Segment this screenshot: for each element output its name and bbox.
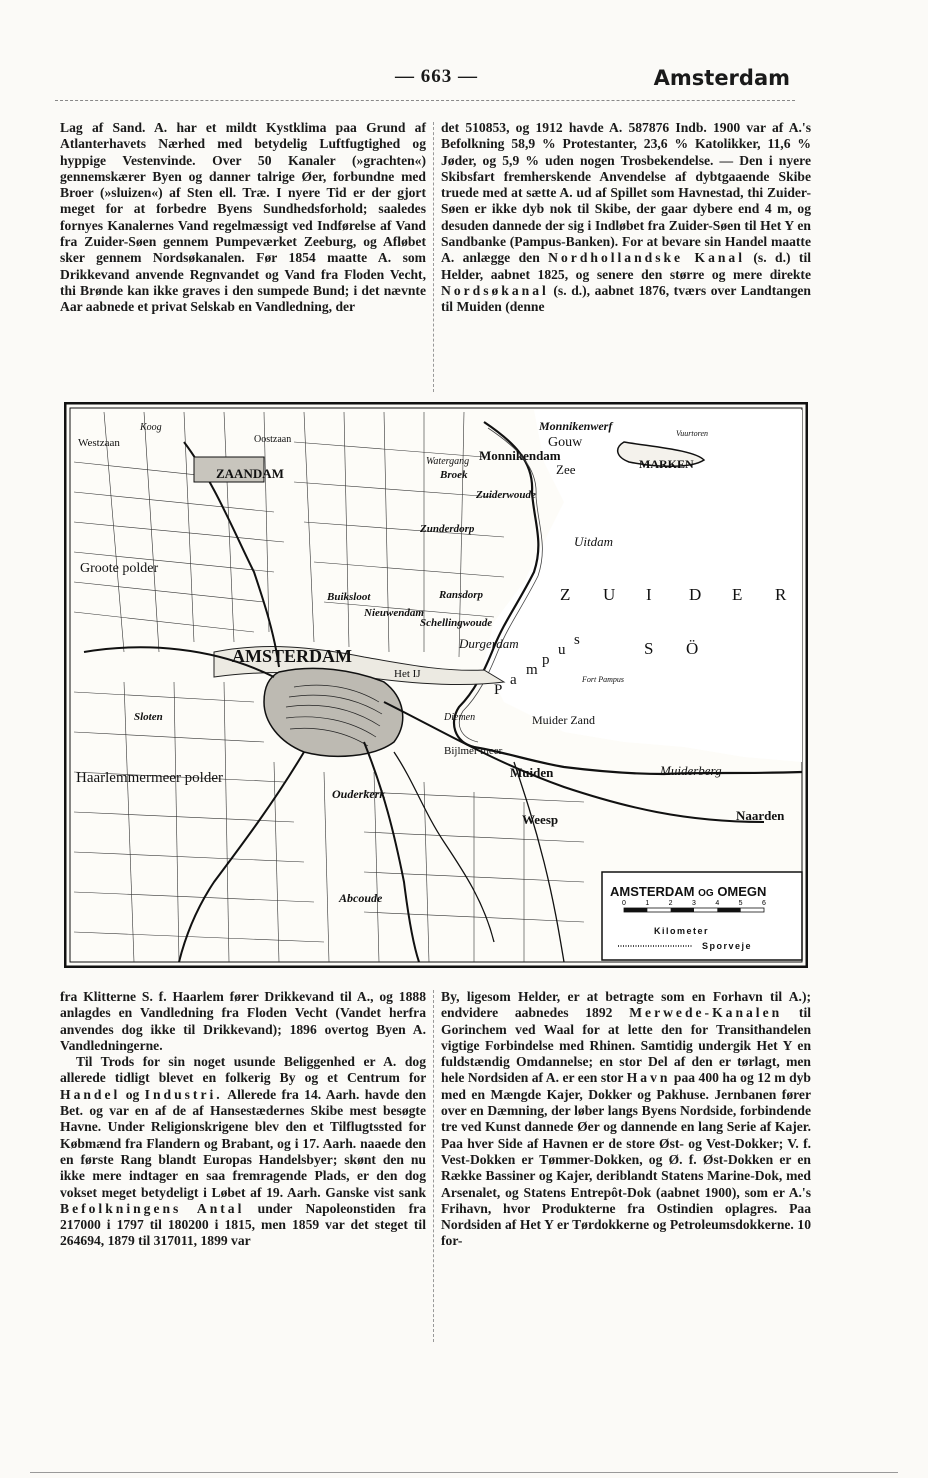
label-sloten: Sloten — [134, 711, 163, 723]
label-watergang: Watergang — [426, 456, 470, 467]
zuider-letter-2: I — [646, 585, 652, 604]
scale-segment — [671, 908, 694, 912]
label-schellingwoude: Schellingwoude — [420, 617, 493, 629]
scale-tick-label: 1 — [645, 900, 650, 907]
column-bottom-right — [441, 989, 811, 1250]
label-vuurtoren: Vuurtoren — [676, 429, 708, 438]
label-marken: MARKEN — [639, 457, 694, 471]
label-weesp: Weesp — [522, 812, 559, 827]
headword: Amsterdam — [653, 66, 790, 90]
label-nieuwendam: Nieuwendam — [364, 607, 424, 619]
scale-tick-label: 3 — [692, 900, 696, 907]
pampus-letter-2: m — [526, 662, 538, 678]
header-rule — [55, 100, 795, 101]
tram-legend-label: Sporveje — [702, 941, 753, 951]
spaced-term: Befolkningens Antal — [60, 1200, 245, 1216]
paragraph: By, ligesom Helder, er at betragte som en Forhavn til A.); endvidere aabnedes 1892 Merwede-Kanalen til Gorinchem ved Waal for at lette den for Transithandelen vigtige Forbindelse med Rhinen. Samtidig undergik Het Y en fuldstændig Omdannelse; en stor Del af den er tørlagt, men hele Nordsiden af A. er een stor Havn paa 400 ha og 12 m dyb med en Mængde Kajer, Dokker og Pakhuse. Jernbanen fører over en Dæmning, der løber langs Byens Nordside, forbindende tre ved Kunst dannede Øer og dannende en lang Serie af Kajer. Paa hver Side af Havnen er de store Øst- og Vest-Dokker; V. f. Vest-Dokken er Tømmer-Dokken, og Ø. f. Øst-Dokken er en Række Bassiner og Kajer, deriblandt Statens Marine-Dok, med Arsenalet, og Statens Entrepôt-Dok (aabnet 1900), som er A.'s Frihavn, hvor Produkterne fra Ostindien oplagres. Paa Nordsiden af Het Y er Tørdokkerne og Petroleumsdokkerne. 10 for- — [441, 989, 812, 1249]
pampus-letter-0: P — [494, 682, 503, 698]
label-muiderberg: Muiderberg — [660, 763, 722, 778]
zuider-letter-5: R — [775, 585, 787, 604]
label-monnikendam: Monnikendam — [479, 448, 561, 463]
spaced-term: Havn — [626, 1070, 671, 1086]
page-number: — 663 — — [395, 66, 478, 87]
spaced-term: Handel — [60, 1086, 121, 1102]
label-ransdorp: Ransdorp — [439, 589, 484, 601]
spaced-term: Nordhollandske Kanal — [548, 250, 745, 266]
zuider-letter-1: U — [603, 585, 616, 604]
scale-tick-label: 0 — [622, 900, 626, 907]
spaced-term: Nordsøkanal — [441, 282, 549, 298]
label-buiksloot: Buiksloot — [327, 591, 371, 603]
label-diemen: Diemen — [444, 712, 476, 723]
label-groote-polder: Groote polder — [80, 561, 159, 576]
map-svg — [64, 402, 808, 968]
label-ouderkerk: Ouderkerk — [332, 787, 386, 801]
pampus-letter-4: u — [558, 642, 566, 658]
label-muider-zand: Muider Zand — [532, 713, 595, 727]
pampus-letter-1: a — [510, 672, 517, 688]
label-zuiderwoude: Zuiderwoude — [476, 489, 536, 501]
spaced-term: Merwede-Kanalen — [629, 1005, 783, 1021]
label-westzaan: Westzaan — [78, 437, 120, 449]
label-uitdam: Uitdam — [574, 534, 613, 549]
scale-tick-label: 4 — [715, 900, 720, 907]
label-naarden: Naarden — [736, 808, 785, 823]
zuider-letter-3: D — [689, 585, 702, 604]
scale-tick-label: 2 — [668, 900, 673, 907]
scale-segment — [717, 908, 740, 912]
label-zunderdorp: Zunderdorp — [420, 523, 475, 535]
label-oostzaan: Oostzaan — [254, 434, 292, 445]
paragraph: fra Klitterne S. f. Haarlem fører Drikkevand til A., og 1888 anlagdes en Vandledning fra Floden Vecht (Vandet herfra anvendes dog ikke til Drikkevand); 1896 overtog Byen A. Vandledningerne. — [60, 989, 426, 1053]
label-koog: Koog — [140, 422, 162, 433]
label-broek: Broek — [440, 469, 468, 481]
so-letter-1: Ö — [686, 639, 699, 658]
bottom-rule — [30, 1472, 898, 1473]
map-figure — [64, 402, 808, 968]
label-muiden: Muiden — [510, 765, 554, 780]
legend-title: AMSTERDAM OG OMEGN — [610, 884, 767, 899]
paragraph: det 510853, og 1912 havde A. 587876 Indb. 1900 var af A.'s Befolkning 58,9 % Protestanter, 23,6 % Katolikker, 11,6 % Jøder, og 5,9 % uden nogen Trosbekendelse. — Den i nyere Skibsfart fremherskende Anvendelse af dybtgaaende Skibe truede med at sætte A. ud af Spillet som Havnestad, thi Zuider-Søen er ikke dyb nok til Skibe, der gaar dybere end 4 m, og desuden dannede der sig i Indløbet fra Zuider-Søen til Het Y en Sandbanke (Pampus-Banken). For at bevare sin Handel maatte A. anlægge den Nordhollandske Kanal (s. d.) til Helder, aabnet 1825, og senere den større og mere direkte Nordsøkanal (s. d.), aabnet 1876, tværs over Landtangen til Muiden (denne — [441, 120, 811, 315]
zuider-letter-0: Z — [560, 585, 571, 604]
spaced-term: Industri. — [144, 1086, 223, 1102]
pampus-letter-5: s — [574, 632, 580, 648]
column-top-left — [60, 120, 426, 316]
column-divider — [433, 990, 434, 1342]
column-divider — [433, 122, 434, 392]
so-letter-0: S — [644, 639, 654, 658]
paragraph: Lag af Sand. A. har et mildt Kystklima paa Grund af Atlanterhavets Nærhed med betydelig Luftfugtighed og hyppige Vestenvinde. Over 50 Kanaler (»grachten«) gennemskærer Byen og danner talrige Øer, forbundne med Broer (»sluizen«) af Sten ell. Træ. I nyere Tid er der gjort meget for at forbedre Byens Sundhedsforhold; saaledes fornyes Kanalernes Vand regelmæssigt ved Indførelse af Vand fra Zuider-Søen gennem Pumpeværket Zeeburg, og Afløbet sker gennem Nordsøkanalen. Før 1854 maatte A. som Drikkevand anvende Regnvandet og Vand fra Floden Vecht, thi Brønde kan ikke graves i den sumpede Bund; i det nævnte Aar aabnede et privat Selskab en Vandledning, der — [60, 120, 426, 315]
label-amsterdam: AMSTERDAM — [232, 646, 352, 666]
label-het-ij: Het IJ — [394, 668, 421, 680]
page-header — [60, 66, 790, 96]
label-haarlemmermeer: Haarlemmermeer polder — [76, 770, 224, 786]
label-monnikenwerf: Monnikenwerf — [539, 419, 613, 433]
column-bottom-left — [60, 989, 426, 1250]
pampus-letter-3: p — [542, 652, 550, 668]
label-zaandam: ZAANDAM — [216, 466, 284, 481]
label-abcoude: Abcoude — [339, 891, 383, 905]
column-top-right — [441, 120, 811, 316]
scale-unit: Kilometer — [654, 926, 710, 936]
label-gouw: Gouw — [548, 435, 583, 450]
label-zee: Zee — [556, 462, 576, 477]
scale-tick-label: 5 — [738, 900, 743, 907]
paragraph: Til Trods for sin noget usunde Beliggenhed er A. dog allerede tidligt blevet en folkerig By og et Centrum for Handel og Industri. Allerede fra 14. Aarh. havde den Bet. og var en af de af Hansestædernes Skibe mest besøgte Havne. Under Religionskrigene blev den et Tilflugtssted for Købmænd fra Flandern og Brabant, og i 17. Aarh. naaede den en første Rang blandt Europas Handelsbyer; skønt den nu ikke mere indtager en saa fremragende Plads, er den dog vokset meget betydeligt i Løbet af 19. Aarh. Ganske vist sank Befolkningens Antal under Napoleonstiden fra 217000 i 1797 til 180200 i 1815, men 1859 var det steget til 264694, 1879 til 317011, 1899 var — [60, 1054, 427, 1249]
label-bijlmer: Bijlmer meer — [444, 745, 503, 757]
label-durgerdam: Durgerdam — [459, 636, 519, 651]
zuider-letter-4: E — [732, 585, 743, 604]
scale-segment — [624, 908, 647, 912]
scale-tick-label: 6 — [762, 900, 766, 907]
label-fort-pampus: Fort Pampus — [582, 675, 624, 684]
